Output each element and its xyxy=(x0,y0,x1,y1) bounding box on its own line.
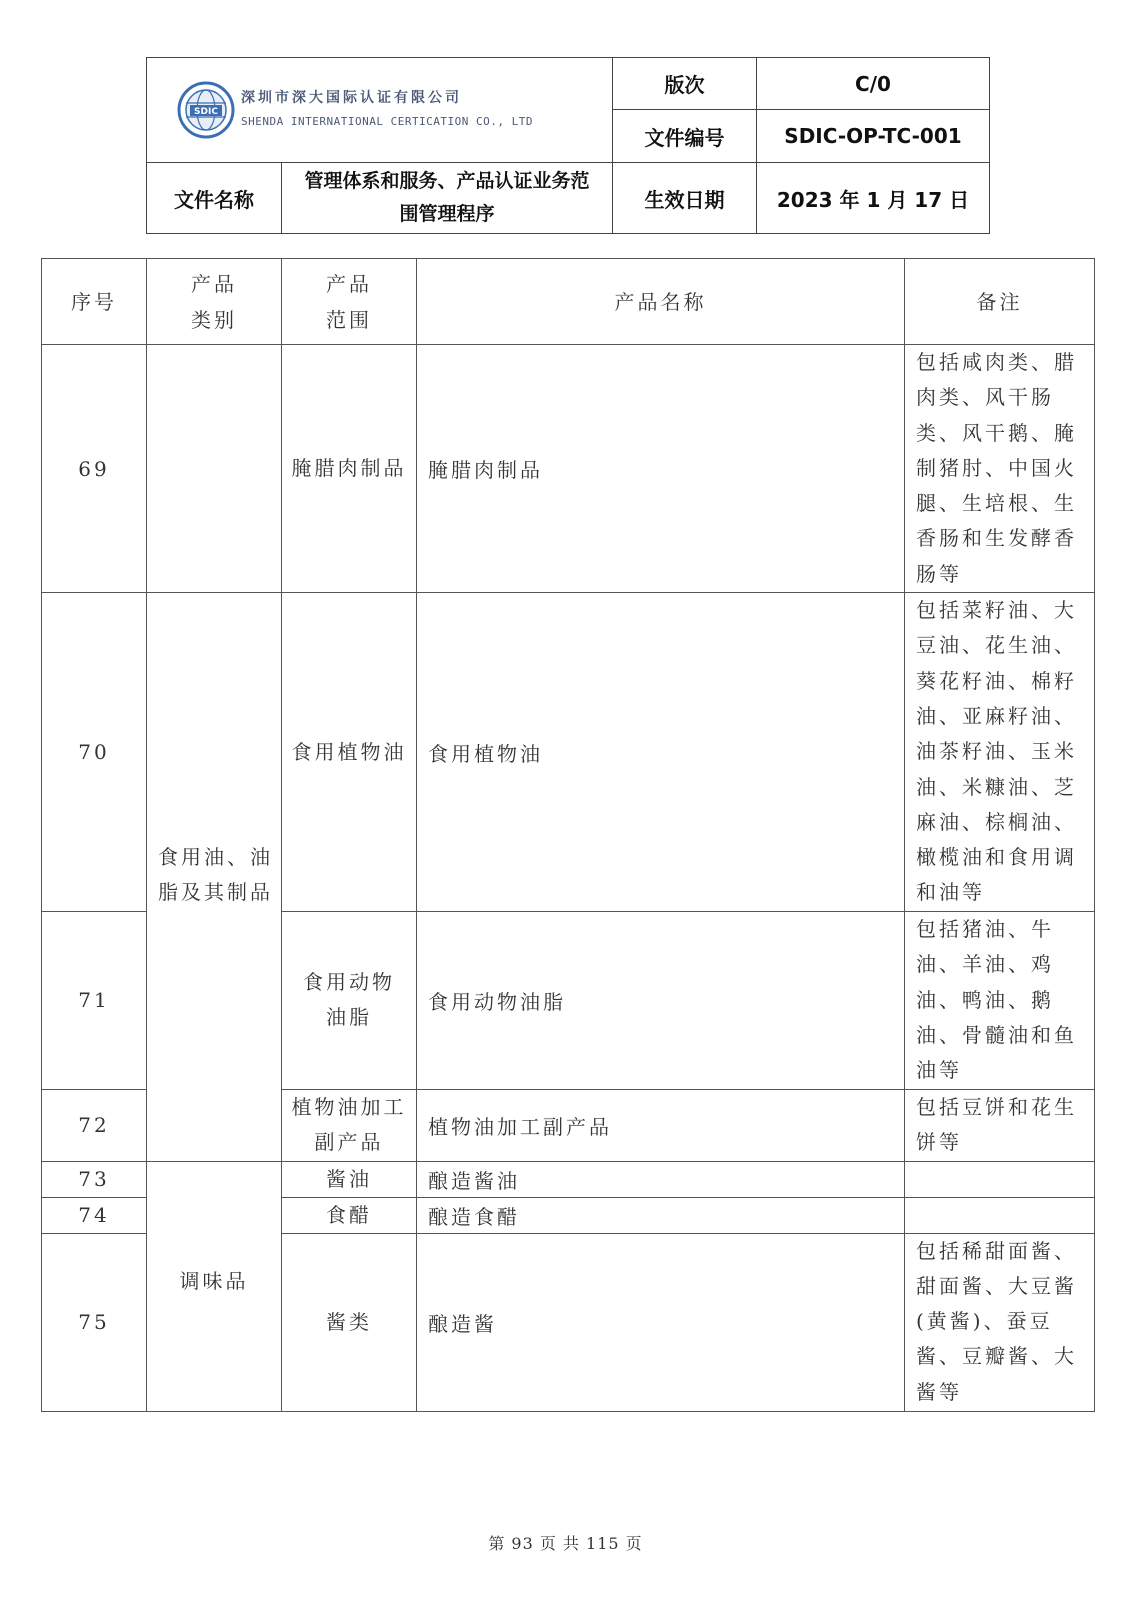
col-header-scope-line-2: 范围 xyxy=(326,307,372,332)
col-header-name: 产品名称 xyxy=(417,259,905,345)
category-seasoning-label: 调味品 xyxy=(179,1268,249,1293)
row-scope: 食醋 xyxy=(282,1197,417,1233)
row-scope: 植物油加工副产品 xyxy=(282,1089,417,1161)
page-number: 第 93 页 共 115 页 xyxy=(488,1534,643,1553)
col-header-scope-line-1: 产品 xyxy=(326,271,372,296)
docname-line-2: 围管理程序 xyxy=(399,203,495,225)
docno-label: 文件编号 xyxy=(613,110,757,163)
company-logo-cell xyxy=(147,58,613,163)
table-header-row xyxy=(42,259,1095,345)
row-note xyxy=(905,1197,1095,1233)
company-name-cn: 深圳市深大国际认证有限公司 xyxy=(241,90,462,106)
row-no: 73 xyxy=(42,1161,147,1197)
docname-label: 文件名称 xyxy=(147,163,282,234)
date-value: 2023 年 1 月 17 日 xyxy=(757,163,990,234)
row-no: 71 xyxy=(42,912,147,1089)
row-product-name: 酿造食醋 xyxy=(417,1197,905,1233)
col-header-scope xyxy=(282,259,417,345)
row-no: 72 xyxy=(42,1089,147,1161)
row-category-empty xyxy=(147,345,282,593)
product-scope-table xyxy=(41,258,1095,1412)
row-note: 包括咸肉类、腊肉类、风干肠类、风干鹅、腌制猪肘、中国火腿、生培根、生香肠和生发酵香肠等 xyxy=(905,345,1095,593)
row-scope: 酱类 xyxy=(282,1233,417,1411)
row-note xyxy=(905,1161,1095,1197)
row-scope: 腌腊肉制品 xyxy=(282,345,417,593)
row-no: 70 xyxy=(42,593,147,912)
docname-line-1: 管理体系和服务、产品认证业务范 xyxy=(304,170,590,192)
row-note: 包括菜籽油、大豆油、花生油、葵花籽油、棉籽油、亚麻籽油、油茶籽油、玉米油、米糠油、芝麻油、棕榈油、橄榄油和食用调和油等 xyxy=(905,593,1095,912)
row-note: 包括豆饼和花生饼等 xyxy=(905,1089,1095,1161)
category-seasoning xyxy=(147,1161,282,1411)
row-product-name: 食用植物油 xyxy=(417,593,905,912)
row-product-name: 酿造酱油 xyxy=(417,1161,905,1197)
row-no: 69 xyxy=(42,345,147,593)
table-row xyxy=(42,1161,1095,1197)
docno-value: SDIC-OP-TC-001 xyxy=(757,110,990,163)
table-row xyxy=(42,345,1095,593)
row-no: 75 xyxy=(42,1233,147,1411)
row-scope: 酱油 xyxy=(282,1161,417,1197)
row-no: 74 xyxy=(42,1197,147,1233)
col-header-category xyxy=(147,259,282,345)
date-label: 生效日期 xyxy=(613,163,757,234)
company-name-en: SHENDA INTERNATIONAL CERTICATION CO., LTD xyxy=(241,115,534,128)
row-product-name: 食用动物油脂 xyxy=(417,912,905,1089)
col-header-no: 序号 xyxy=(42,259,147,345)
row-scope: 食用植物油 xyxy=(282,593,417,912)
version-value: C/0 xyxy=(757,58,990,110)
col-header-category-line-1: 产品 xyxy=(191,271,237,296)
row-note: 包括猪油、牛油、羊油、鸡油、鸭油、鹅油、骨髓油和鱼油等 xyxy=(905,912,1095,1089)
row-product-name: 腌腊肉制品 xyxy=(417,345,905,593)
sdic-logo-icon xyxy=(177,81,235,139)
row-scope: 食用动物油脂 xyxy=(282,912,417,1089)
row-note: 包括稀甜面酱、甜面酱、大豆酱(黄酱)、蚕豆酱、豆瓣酱、大酱等 xyxy=(905,1233,1095,1411)
col-header-note: 备注 xyxy=(905,259,1095,345)
row-product-name: 植物油加工副产品 xyxy=(417,1089,905,1161)
document-header xyxy=(146,57,990,234)
docname-value xyxy=(282,163,613,234)
version-label: 版次 xyxy=(613,58,757,110)
category-oil xyxy=(147,593,282,1161)
row-product-name: 酿造酱 xyxy=(417,1233,905,1411)
category-oil-label: 食用油、油脂及其制品 xyxy=(158,844,273,904)
col-header-category-line-2: 类别 xyxy=(191,307,237,332)
logo-text: SDIC xyxy=(194,107,218,117)
table-row xyxy=(42,593,1095,912)
